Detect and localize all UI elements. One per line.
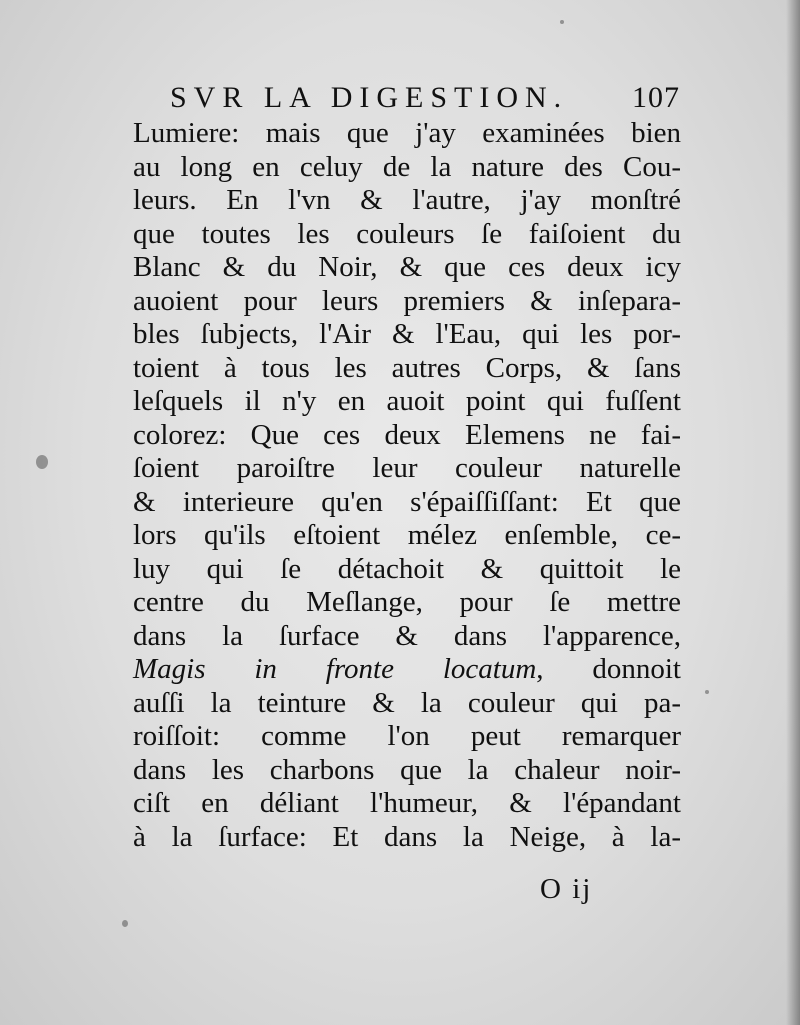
text-line: ciſt en déliant l'humeur, & l'épandant xyxy=(133,787,681,819)
text-line: auoient pour leurs premiers & inſepara- xyxy=(133,284,681,317)
text-line: au long en celuy de la nature des Cou- xyxy=(133,150,681,183)
text-line: & interieure qu'en s'épaiſſiſſant: Et que xyxy=(133,485,681,518)
paper-speck xyxy=(36,455,48,469)
paper-speck xyxy=(122,920,128,927)
text-line: dans la ſurface & dans l'apparence, xyxy=(133,619,681,652)
text-line: que toutes les couleurs ſe faiſoient du xyxy=(133,217,681,250)
text-line: colorez: Que ces deux Elemens ne fai- xyxy=(133,418,681,451)
page-edge-shadow xyxy=(786,0,800,1025)
text-line: centre du Meſlange, pour ſe mettre xyxy=(133,586,681,618)
text-line: bles ſubjects, l'Air & l'Eau, qui les por- xyxy=(133,318,681,350)
text-line: dans les charbons que la chaleur noir- xyxy=(133,753,681,786)
text-line: leurs. En l'vn & l'autre, j'ay monſtré xyxy=(133,184,681,216)
body-text xyxy=(133,117,681,854)
text-line: roiſſoit: comme l'on peut remarquer xyxy=(133,720,681,752)
text-line: auſſi la teinture & la couleur qui pa- xyxy=(133,686,681,719)
text-line: à la ſurface: Et dans la Neige, à la- xyxy=(133,820,681,853)
text-line: ſoient paroiſtre leur couleur naturelle xyxy=(133,452,681,484)
text-line: leſquels il n'y en auoit point qui fuſſent xyxy=(133,385,681,417)
text-line: luy qui ſe détachoit & quittoit le xyxy=(133,552,681,585)
text-line-italic-phrase xyxy=(133,653,681,687)
page-header xyxy=(170,78,680,118)
paper-speck xyxy=(560,20,564,24)
text-line: lors qu'ils eſtoient mélez enſemble, ce- xyxy=(133,519,681,551)
line-continuation: , donnoit xyxy=(536,653,681,685)
text-line: Lumiere: mais que j'ay examinées bien xyxy=(133,117,681,149)
page-number: 107 xyxy=(632,81,680,114)
paper-speck xyxy=(705,690,709,694)
signature-mark: O ij xyxy=(540,873,593,905)
latin-italic-phrase: Magis in fronte locatum xyxy=(133,653,537,685)
text-line: Blanc & du Noir, & que ces deux icy xyxy=(133,251,681,283)
text-line: toient à tous les autres Corps, & ſans xyxy=(133,351,681,384)
running-title: SVR LA DIGESTION. xyxy=(170,81,569,114)
